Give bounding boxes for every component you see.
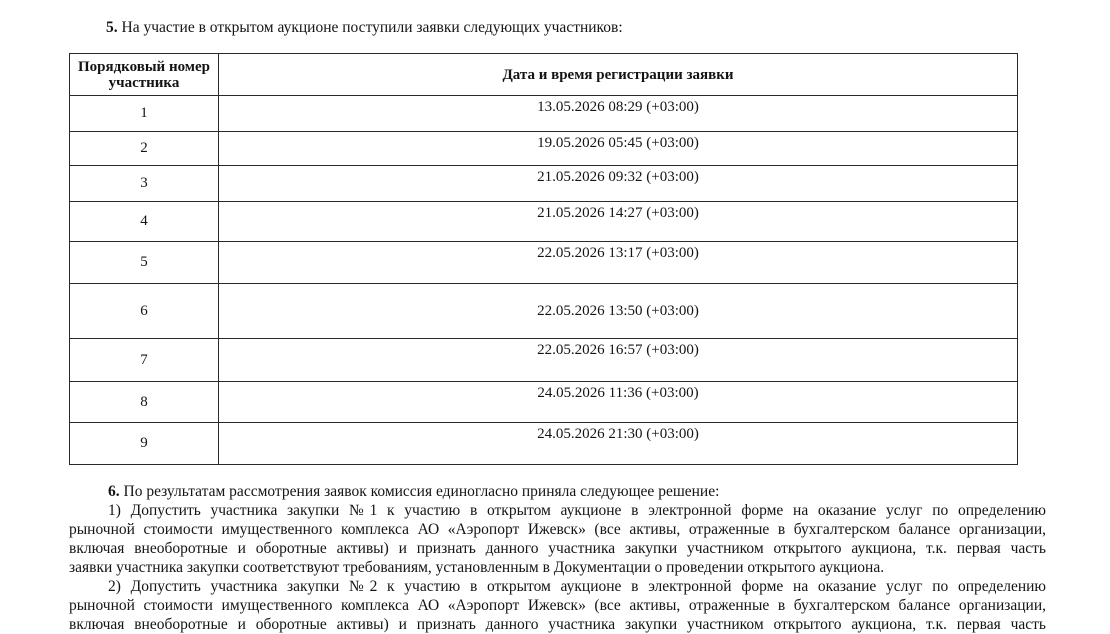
- registration-datetime: 19.05.2026 05:45 (+03:00): [219, 132, 1018, 166]
- header-registration-datetime: Дата и время регистрации заявки: [219, 54, 1018, 96]
- registration-datetime: 22.05.2026 13:17 (+03:00): [219, 242, 1018, 284]
- registration-datetime: 24.05.2026 21:30 (+03:00): [219, 423, 1018, 465]
- table-row: [70, 339, 1018, 382]
- section-5-heading: [106, 19, 623, 37]
- participant-number: 4: [70, 202, 219, 242]
- participant-number: 7: [70, 339, 219, 382]
- decision-1-line: включая внеоборотные и оборотные активы) и признать данного участника закупки участником открытого аукциона, т.к. первая часть: [69, 540, 1046, 557]
- decision-2-line: 2) Допустить участника закупки №2 к участию в открытом аукционе в электронной форме на оказание услуг по определению: [108, 578, 1046, 595]
- section-6-intro: По результатам рассмотрения заявок комиссия единогласно приняла следующее решение:: [119, 483, 720, 500]
- registration-datetime: 24.05.2026 11:36 (+03:00): [219, 382, 1018, 423]
- table-row: [70, 284, 1018, 339]
- table-row: [70, 242, 1018, 284]
- participant-number: 2: [70, 132, 219, 166]
- table-row: [70, 423, 1018, 465]
- registration-datetime: 22.05.2026 13:50 (+03:00): [219, 284, 1018, 339]
- section-6-number: 6.: [108, 483, 120, 500]
- table-row: [70, 166, 1018, 202]
- decision-2-line: рыночной стоимости имущественного комплекса АО «Аэропорт Ижевск» (все активы, отраженные в бухгалтерском балансе организации,: [69, 597, 1046, 614]
- applications-table: [69, 53, 1018, 465]
- decision-1-line: 1) Допустить участника закупки №1 к участию в открытом аукционе в электронной форме на оказание услуг по определению: [108, 502, 1046, 519]
- section-5-text: На участие в открытом аукционе поступили заявки следующих участников:: [117, 19, 623, 36]
- table-row: [70, 202, 1018, 242]
- table-row: [70, 132, 1018, 166]
- header-participant-number: Порядковый номер участника: [70, 54, 219, 96]
- participant-number: 8: [70, 382, 219, 423]
- registration-datetime: 13.05.2026 08:29 (+03:00): [219, 96, 1018, 132]
- participant-number: 9: [70, 423, 219, 465]
- participant-number: 6: [70, 284, 219, 339]
- table-row: [70, 96, 1018, 132]
- section-6: [69, 482, 1046, 634]
- decision-1-line: заявки участника закупки соответствуют требованиям, установленным в Документации о проведении открытого аукциона.: [69, 559, 885, 576]
- participant-number: 1: [70, 96, 219, 132]
- decision-1-line: рыночной стоимости имущественного комплекса АО «Аэропорт Ижевск» (все активы, отраженные в бухгалтерском балансе организации,: [69, 521, 1046, 538]
- table-header-row: [70, 54, 1018, 96]
- registration-datetime: 21.05.2026 09:32 (+03:00): [219, 166, 1018, 202]
- section-6-heading: [69, 482, 1046, 501]
- registration-datetime: 21.05.2026 14:27 (+03:00): [219, 202, 1018, 242]
- participant-number: 3: [70, 166, 219, 202]
- section-5-number: 5.: [106, 19, 118, 36]
- registration-datetime: 22.05.2026 16:57 (+03:00): [219, 339, 1018, 382]
- table-row: [70, 382, 1018, 423]
- decision-2-line: включая внеоборотные и оборотные активы) и признать данного участника закупки участником открытого аукциона, т.к. первая часть: [69, 616, 1046, 633]
- participant-number: 5: [70, 242, 219, 284]
